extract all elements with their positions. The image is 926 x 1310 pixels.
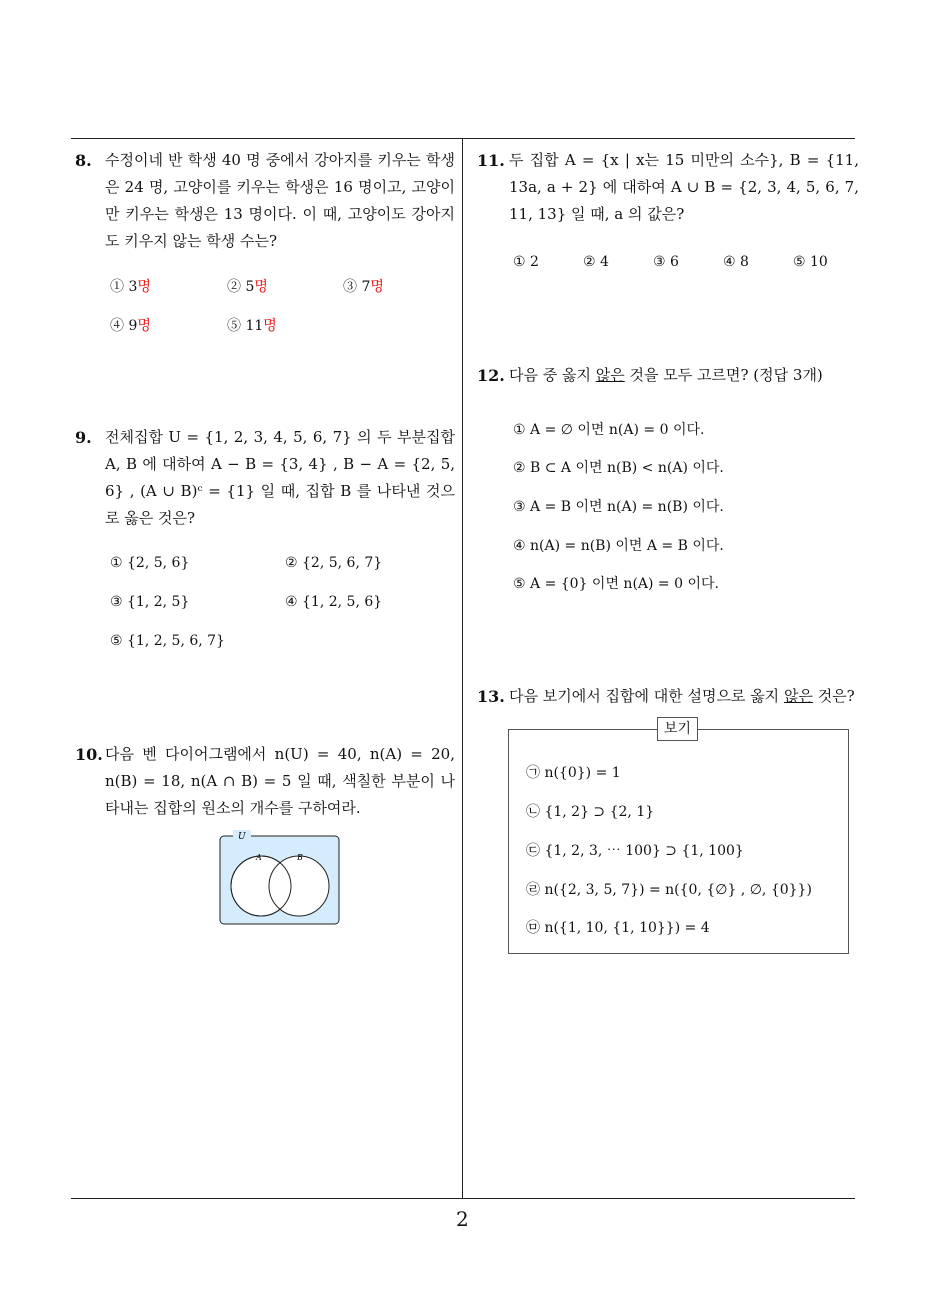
option-value: 6 — [670, 254, 679, 270]
option-mark: ② — [285, 555, 298, 571]
question-number: 12. — [477, 366, 505, 385]
example-item-4 — [526, 879, 812, 899]
option-value: {1, 2, 5, 6} — [302, 594, 383, 610]
option-value: A = B 이면 n(A) = n(B) 이다. — [530, 499, 724, 515]
emphasis-underline: 않은 — [595, 366, 625, 384]
option-mark: ⑤ — [110, 633, 123, 649]
option-4[interactable] — [285, 594, 382, 610]
option-mark: ③ — [513, 499, 526, 515]
option-mark: ⑤ — [513, 576, 526, 592]
option-3[interactable] — [343, 276, 384, 296]
item-text: {1, 2, 3, ⋯ 100} ⊃ {1, 100} — [544, 843, 744, 859]
option-unit: 명 — [137, 279, 151, 295]
question-text — [509, 683, 859, 710]
option-2[interactable] — [227, 276, 268, 296]
bottom-rule — [71, 1198, 855, 1199]
emphasis-underline: 않은 — [783, 687, 813, 705]
option-mark: ④ — [285, 594, 298, 610]
option-1[interactable] — [110, 276, 151, 296]
item-text: n({0}) = 1 — [544, 765, 621, 781]
option-mark: ④ — [723, 254, 736, 270]
item-text: n({2, 3, 5, 7}) = n({0, {∅} , ∅, {0}}) — [544, 882, 812, 898]
option-2[interactable] — [513, 457, 724, 477]
question-text: 수정이네 반 학생 40 명 중에서 강아지를 키우는 학생은 24 명, 고양이를 키우는 학생은 16 명이고, 고양이만 키우는 학생은 13 명이다. 이 때, 고양이도 강아지도 키우지 않는 학생 수는? — [105, 151, 455, 250]
question-11 — [477, 147, 859, 228]
option-value: 9 — [128, 318, 138, 334]
option-value: n(A) = n(B) 이면 A = B 이다. — [530, 538, 724, 554]
question-text-pre: 다음 보기에서 집합에 대한 설명으로 옳지 — [509, 687, 784, 705]
option-unit: 명 — [254, 279, 268, 295]
option-5[interactable] — [513, 573, 719, 593]
set-b-circle — [269, 856, 329, 916]
option-mark: ② — [513, 460, 526, 476]
option-mark: ② — [227, 279, 241, 295]
option-unit: 명 — [137, 318, 151, 334]
option-2[interactable] — [285, 555, 382, 571]
option-mark: ⑤ — [793, 254, 806, 270]
question-9 — [75, 424, 455, 532]
option-mark: ④ — [110, 318, 124, 334]
example-item-1 — [526, 762, 621, 782]
item-mark: ㉢ — [526, 843, 540, 859]
universe-label: U — [238, 832, 246, 842]
question-text-post: 것을 모두 고르면? (정답 3개) — [624, 366, 823, 384]
column-divider — [462, 138, 463, 1199]
item-mark: ㉣ — [526, 882, 540, 898]
option-1[interactable] — [513, 419, 704, 439]
question-number: 10. — [75, 745, 103, 764]
question-text: 다음 벤 다이어그램에서 n(U) = 40, n(A) = 20, n(B) = 18, n(A ∩ B) = 5 일 때, 색칠한 부분이 나타내는 집합의 원소의 개수를 구하여라. — [105, 745, 455, 817]
question-13 — [477, 683, 859, 710]
option-5[interactable] — [227, 315, 277, 335]
question-10 — [75, 741, 455, 822]
question-number: 11. — [477, 151, 505, 170]
option-value: A = {0} 이면 n(A) = 0 이다. — [530, 576, 719, 592]
question-8 — [75, 147, 455, 255]
option-5[interactable] — [110, 633, 225, 649]
option-value: 11 — [245, 318, 264, 334]
option-unit: 명 — [263, 318, 277, 334]
question-number: 9. — [75, 428, 92, 447]
option-4[interactable] — [110, 315, 151, 335]
question-text-pre: 다음 중 옳지 — [509, 366, 596, 384]
option-3[interactable] — [653, 254, 679, 270]
item-mark: ㉤ — [526, 920, 540, 936]
question-text: 두 집합 A = {x | x는 15 미만의 소수}, B = {11, 13a, a + 2} 에 대하여 A ∪ B = {2, 3, 4, 5, 6, 7, 11, 13} 일 때, a 의 값은? — [509, 151, 859, 223]
option-value: 3 — [128, 279, 138, 295]
option-value: 5 — [245, 279, 255, 295]
option-value: {1, 2, 5, 6, 7} — [127, 633, 225, 649]
set-b-label: B — [297, 853, 303, 862]
option-3[interactable] — [110, 594, 189, 610]
example-item-2 — [526, 801, 654, 821]
option-value: {2, 5, 6, 7} — [302, 555, 383, 571]
option-4[interactable] — [723, 254, 749, 270]
option-mark: ⑤ — [227, 318, 241, 334]
option-value: 2 — [530, 254, 539, 270]
option-value: B ⊂ A 이면 n(B) < n(A) 이다. — [530, 460, 724, 476]
option-value: A = ∅ 이면 n(A) = 0 이다. — [530, 422, 705, 438]
option-1[interactable] — [110, 555, 189, 571]
option-mark: ① — [110, 279, 124, 295]
example-item-5 — [526, 917, 710, 937]
option-5[interactable] — [793, 254, 828, 270]
venn-diagram — [219, 830, 341, 926]
option-value: {2, 5, 6} — [127, 555, 190, 571]
question-number: 13. — [477, 687, 505, 706]
option-value: 7 — [361, 279, 371, 295]
question-number: 8. — [75, 151, 92, 170]
option-mark: ② — [583, 254, 596, 270]
option-value: 8 — [740, 254, 749, 270]
top-rule — [71, 138, 855, 139]
option-value: {1, 2, 5} — [127, 594, 190, 610]
item-text: {1, 2} ⊃ {2, 1} — [544, 804, 655, 820]
question-text-post: 것은? — [812, 687, 855, 705]
option-value: 10 — [810, 254, 828, 270]
option-3[interactable] — [513, 496, 724, 516]
option-1[interactable] — [513, 254, 539, 270]
question-text — [509, 362, 859, 389]
question-text: 전체집합 U = {1, 2, 3, 4, 5, 6, 7} 의 두 부분집합 A, B 에 대하여 A − B = {3, 4} , B − A = {2, 5, 6} , (A ∪ B)ᶜ = {1} 일 때, 집합 B 를 나타낸 것으로 옳은 것은? — [105, 428, 455, 527]
option-mark: ③ — [343, 279, 357, 295]
question-12 — [477, 362, 859, 389]
item-text: n({1, 10, {1, 10}}) = 4 — [544, 920, 710, 936]
option-2[interactable] — [583, 254, 609, 270]
example-item-3 — [526, 840, 744, 860]
example-box-label: 보기 — [657, 717, 698, 741]
item-mark: ㉠ — [526, 765, 540, 781]
option-mark: ① — [110, 555, 123, 571]
item-mark: ㉡ — [526, 804, 540, 820]
option-mark: ① — [513, 422, 526, 438]
option-mark: ③ — [110, 594, 123, 610]
option-unit: 명 — [370, 279, 384, 295]
option-value: 4 — [600, 254, 609, 270]
option-mark: ① — [513, 254, 526, 270]
set-a-label: A — [256, 853, 262, 862]
option-4[interactable] — [513, 535, 724, 555]
option-mark: ④ — [513, 538, 526, 554]
page-number: 2 — [456, 1207, 469, 1231]
option-mark: ③ — [653, 254, 666, 270]
